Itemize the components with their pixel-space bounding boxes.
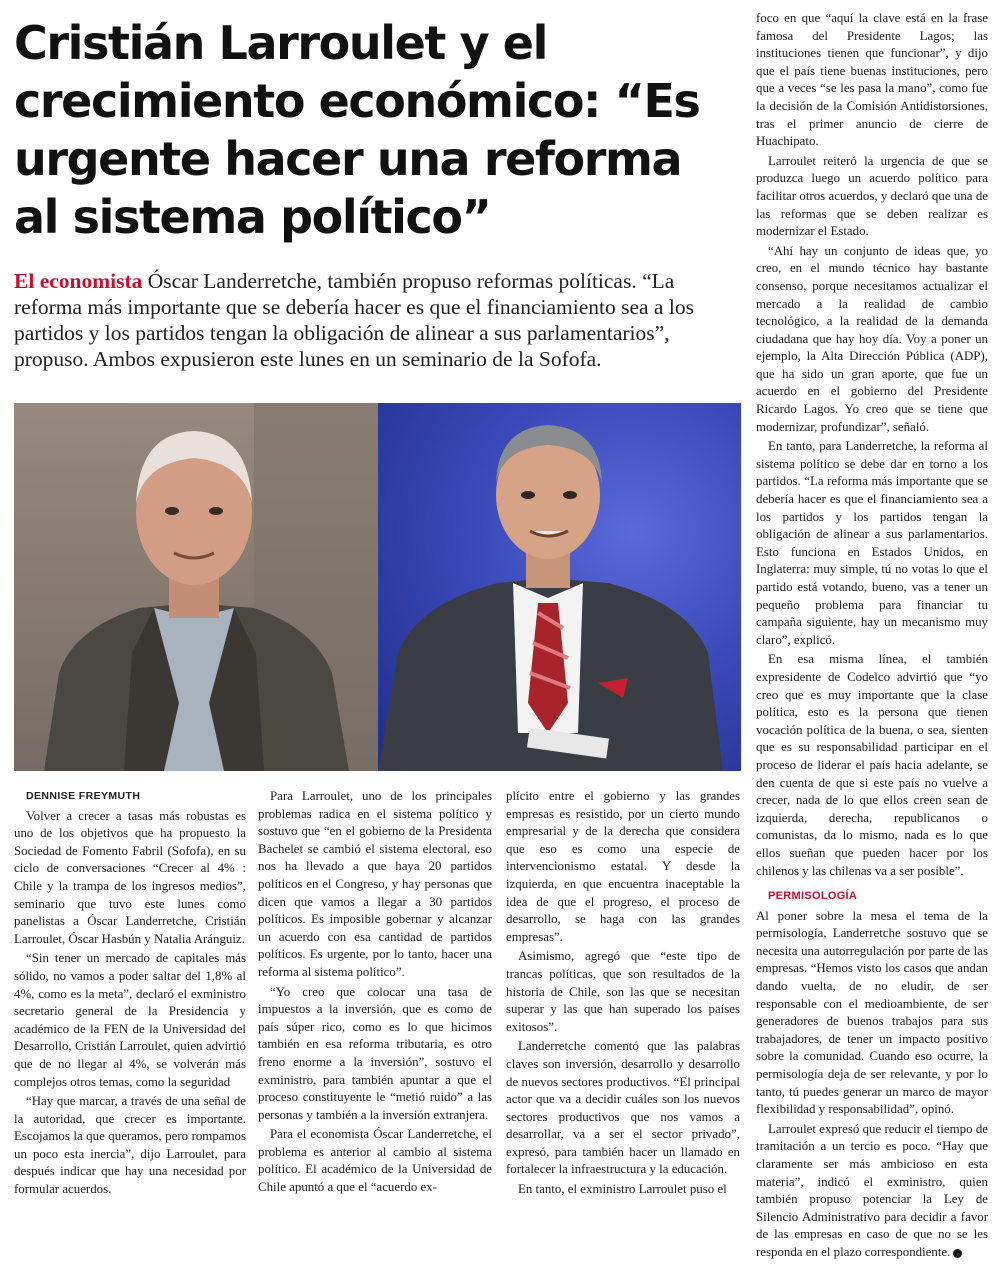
byline: DENNISE FREYMUTH bbox=[26, 790, 141, 802]
photo-pair bbox=[14, 403, 741, 771]
paragraph: En esa misma línea, el también expresidente de Codelco advirtió que “yo creo que es muy importante que la clase política, esto es la persona que tienen vocación política de la buena, o sea, sienten que es su responsabilidad participar en el proceso de liderar el país hacia adelante, se den cuenta de que si este país no vuelve a crecer, nada de lo que ellos creen sean de izquierda, derecha, republicanos o comunistas, da lo mismo, nada es lo que ellos sueñan que pueden hacer por los chilenos y las chilenas va a ser posible”. bbox=[756, 652, 988, 878]
paragraph: plícito entre el gobierno y las grandes empresas es resistido, por un cierto mundo empresarial y de la derecha que considera que eso es como una especie de intervencionismo estatal. Y desde la izquierda, en que encuentra inaceptable la idea de que el progreso, el proceso de desarrollo, se haga con las grandes empresas”. bbox=[506, 789, 740, 944]
column-4 bbox=[756, 10, 988, 1264]
column-3 bbox=[506, 788, 740, 1201]
paragraph: “Hay que marcar, a través de una señal de la autoridad, que crecer es importante. Escojamos la que queramos, pero rompamos un poco esta inercia”, dijo Larroulet, para después indicar que hay una necesidad por formular acuerdos. bbox=[14, 1094, 246, 1197]
end-of-article-icon bbox=[953, 1249, 962, 1258]
column-1 bbox=[14, 788, 246, 1201]
paragraph: “Ahí hay un conjunto de ideas que, yo creo, en el mundo técnico hay bastante consenso, porque necesitamos actualizar el mercado a la realidad de cambio tecnológico, a la realidad de la demanda ciudadana que hay hoy día. Voy a poner un ejemplo, la Alta Dirección Pública (ADP), que ha sido un gran aporte, que fue un acuerdo en el gobierno del Presidente Ricardo Lagos. Yo creo que se tiene que modernizar, profundizar”, señaló. bbox=[756, 243, 988, 434]
portrait-illustration-right bbox=[378, 403, 741, 771]
deck bbox=[14, 268, 742, 372]
paragraph: Asimismo, agregó que “este tipo de trancas políticas, que son resultados de la historia de Chile, son las que se necesitan superar y las que han superado los países exitosos”. bbox=[506, 949, 740, 1034]
photo-larroulet bbox=[14, 403, 378, 771]
paragraph: Al poner sobre la mesa el tema de la permisología, Landerretche sostuvo que se necesita una autorregulación por parte de las empresas. “Hemos visto los casos que andan dando vuelta, de no eludir, de ser responsable con el medioambiente, de ser generadores de buenos trabajos para sus trabajadores, de tener un impacto positivo sobre la comunidad. Cuando eso ocurre, la permisología deja de ser relevante, y por lo tanto, tú puedes generar un marco de mayor flexibilidad y responsabilidad”, opinó. bbox=[756, 908, 988, 1117]
paragraph: Para el economista Óscar Landerretche, el problema es anterior al cambio al sistema político. El académico de la Universidad de Chile apuntó a que el “acuerdo ex- bbox=[258, 1127, 492, 1195]
paragraph: Larroulet reiteró la urgencia de que se produzca luego un acuerdo político para facilitar otros acuerdos, y declaró que una de las reformas que se deben realizar es modernizar el Estado. bbox=[756, 153, 988, 239]
portrait-illustration-left bbox=[14, 403, 378, 771]
paragraph: “Sin tener un mercado de capitales más sólido, no vamos a poder saltar del 1,8% al 4%, como es la meta”, declaró el exministro secretario general de la Presidencia y académico de la FEN de la Universidad del Desarrollo, Cristián Larroulet, quien advirtió que de no llegar al 4%, se volverán más complejos otros temas, como la seguridad bbox=[14, 951, 246, 1089]
paragraph: Volver a crecer a tasas más robustas es uno de los objetivos que ha propuesto la Sociedad de Fomento Fabril (Sofofa), en su ciclo de conversaciones “Crecer al 4% : Chile y la trampa de los ingresos medios”, seminario que tuvo este lunes como panelistas a Óscar Landerretche, Cristián Larroulet, Óscar Hasbún y Natalia Aránguiz. bbox=[14, 808, 246, 946]
subhead-permisologia: PERMISOLOGÍA bbox=[768, 890, 858, 903]
paragraph-last bbox=[756, 1121, 988, 1262]
paragraph: En tanto, para Landerretche, la reforma al sistema político se debe dar en torno a los partidos. “La reforma más importante que se debería hacer es que el financiamiento sea a los partidos y los partidos tengan la obligación de alinear a sus parlamentarios. Esto funciona en Estados Unidos, en Inglaterra: muy simple, tú no votas lo que el partido está votando, bueno, vas a tener un pequeño problema para financiar tu campaña siguiente, hay un mecanismo muy claro”, explicó. bbox=[756, 439, 988, 647]
deck-lead: El economista bbox=[14, 269, 143, 293]
paragraph: “Yo creo que colocar una tasa de impuestos a la inversión, que es como de país súper rico, como es lo que hicimos también en esa reforma tributaria, es otro freno enorme a la inversión”, sostuvo el exministro, para también apuntar a que el proceso constituyente le “metió ruido” a las personas y también a la inversión extranjera. bbox=[258, 984, 492, 1122]
paragraph: En tanto, el exministro Larroulet puso el bbox=[518, 1182, 727, 1197]
paragraph-last-text: Larroulet expresó que reducir el tiempo de tramitación a un tercio es poco. “Hay que claramente ser más ambicioso en esta materia”, indicó el exministro, quien también propuso potenciar la Ley de Silencio Administrativo para decidir a favor de las empresas en caso de que no se les responda en el plazo correspondiente. bbox=[756, 1121, 988, 1259]
photo-landerretche bbox=[378, 403, 741, 771]
headline: Cristián Larroulet y el crecimiento económico: “Es urgente hacer una reforma al sistema político” bbox=[14, 16, 700, 244]
column-2 bbox=[258, 788, 492, 1199]
paragraph: foco en que “aquí la clave está en la frase famosa del Presidente Lagos; las instituciones tienen que funcionar”, y dijo que el país tiene buenas instituciones, pero que a veces “se les pasa la mano”, como fue la decisión de la Comisión Antidistorsiones, tras el primer anuncio de cierre de Huachipato. bbox=[756, 11, 988, 149]
paragraph: Para Larroulet, uno de los principales problemas radica en el sistema político y sostuvo que “en el gobierno de la Presidenta Bachelet se cambió el sistema electoral, eso nos ha llevado a que haya 20 partidos políticos en el Congreso, y hay personas que dicen que vamos a llegar a 30 partidos políticos. Es imposible gobernar y alcanzar un acuerdo con esa cantidad de partidos políticos. Es urgente, por lo tanto, hacer una reforma al sistema político”. bbox=[258, 789, 492, 979]
deck-text: Óscar Landerretche, también propuso reformas políticas. “La reforma más importante que se debería hacer es que el financiamiento sea a los partidos y los partidos tengan la obligación de alinear a sus parlamentarios”, propuso. Ambos expusieron este lunes en un seminario de la Sofofa. bbox=[14, 269, 694, 371]
paragraph: Landerretche comentó que las palabras claves son inversión, desarrollo y desarrollo de nuevos sectores productivos. “El principal actor que va a decidir cuáles son los nuevos sectores productivos que nos vamos a desarrollar, va a ser el sector privado”, expresó, para también hacer un llamado en fortalecer la infraestructura y la educación. bbox=[506, 1039, 740, 1177]
